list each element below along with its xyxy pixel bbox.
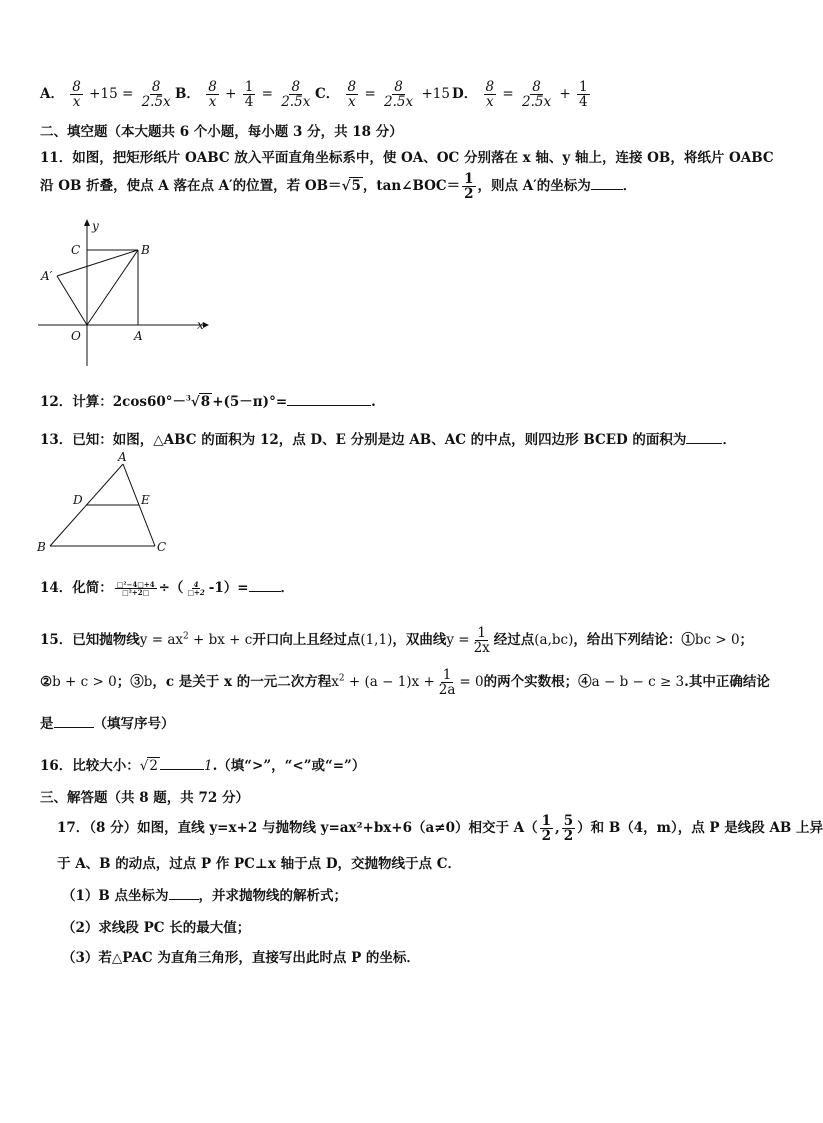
x-axis-arrow	[203, 322, 209, 328]
q15-line3: 是 （填写序号）	[40, 716, 175, 732]
label-c: C	[71, 243, 81, 257]
section-3-heading: 三、解答题（共 8 题，共 72 分）	[40, 790, 249, 806]
option-a-label: A．	[40, 86, 64, 103]
cbrt-sign: √	[190, 394, 200, 410]
q16: 16．比较大小：√2 1.（填“>”，“<”或“=”）	[40, 758, 366, 774]
q14-fraction-1: $\frac{\text{□²−4□+4}}{\text{□²+2□}}$	[116, 579, 155, 597]
q12: 12．计算：2cos60°－$^3$√8 +(5－π)°= .	[40, 393, 376, 410]
option-b-frac3: $\frac{1}{4}$	[244, 79, 254, 111]
q15-answer-blank[interactable]	[54, 715, 94, 728]
q17-fraction-1: $\frac{1}{2}$	[541, 813, 552, 845]
label-a: A	[134, 329, 143, 343]
q11-answer-blank[interactable]	[591, 177, 623, 190]
option-a-frac1: $\frac{8}{x}$	[72, 79, 81, 111]
q17-sub1: （1）B 点坐标为 ，并求抛物线的解析式；	[62, 888, 348, 904]
q17-fraction-2: $\frac{5}{2}$	[563, 813, 574, 845]
option-a-mid: +15 =	[89, 86, 134, 103]
q17-sub2: （2）求线段 PC 长的最大值；	[62, 920, 251, 936]
option-b-frac2: $\frac{8}{2.5x}$	[281, 79, 311, 111]
label-y: y	[92, 219, 99, 233]
label-c: C	[157, 540, 167, 554]
sqrt-sign: √	[341, 178, 351, 195]
label-e: E	[141, 493, 150, 507]
label-b: B	[37, 540, 46, 554]
q16-answer-blank[interactable]	[160, 757, 204, 770]
option-a	[40, 80, 175, 109]
q17-sub3: （3）若△PAC 为直角三角形，直接写出此时点 P 的坐标．	[62, 950, 420, 966]
option-b-label: B．	[175, 86, 200, 103]
option-d-label: D．	[452, 86, 478, 103]
q13-figure	[33, 448, 183, 558]
q11-line2: 沿 OB 折叠，使点 A 落在点 A′的位置，若 OB＝√5 ，tan∠BOC＝ $\frac{1}{2}$ ，则点 A′的坐标为 ．	[40, 171, 637, 203]
segment-a1b	[57, 250, 138, 276]
label-a: A	[118, 450, 127, 464]
option-c: C． $\frac{8}{x}$ = $\frac{8}{2.5x}$ +15	[315, 79, 450, 111]
q12-answer-blank[interactable]	[287, 393, 371, 406]
y-axis-arrow	[84, 219, 90, 226]
option-d-frac1: $\frac{8}{x}$	[485, 79, 495, 111]
option-b: B． $\frac{8}{x}$ + $\frac{1}{4}$ = $\frac{8}{2.5x}$	[175, 79, 311, 111]
option-c-label: C．	[315, 86, 340, 103]
q13-answer-blank[interactable]	[686, 431, 722, 444]
q15-line1: 15．已知抛物线$y = ax^2$ + bx + c开口向上且经过点(1,1)，双曲线y = $\frac{1}{2x}$ 经过点(a,bc)，给出下列结论：①bc > 0；	[40, 625, 754, 657]
q11-figure	[35, 218, 215, 368]
option-a-frac2: $\frac{8}{2.5x}$	[141, 79, 171, 111]
option-c-frac1: $\frac{8}{x}$	[347, 79, 357, 111]
q14-fraction-2: $\frac{4}{□+2}$	[187, 579, 205, 597]
q15-fraction-1: $\frac{1}{2x}$	[473, 625, 490, 657]
label-a-prime: A′	[41, 269, 53, 283]
option-d-frac2: $\frac{8}{2.5x}$	[522, 79, 552, 111]
q11-line1: 11．如图，把矩形纸片 OABC 放入平面直角坐标系中，使 OA、OC 分别落在 x 轴、y 轴上，连接 OB，将纸片 OABC	[40, 150, 774, 166]
q15-line2: ②b + c > 0；③b，c 是关于 x 的一元二次方程$x^2 + (a - 1)x$ + $\frac{1}{2a}$ = 0的两个实数根；④a − b − c ≥ 3.其中正确结论	[40, 667, 770, 699]
segment-ob	[87, 250, 138, 325]
q11-fraction: $\frac{1}{2}$	[464, 171, 474, 203]
q15-fraction-2: $\frac{1}{2a}$	[438, 667, 456, 699]
section-2-heading: 二、填空题（本大题共 6 个小题，每小题 3 分，共 18 分）	[40, 124, 403, 140]
label-x: x	[197, 318, 204, 332]
q14-answer-blank[interactable]	[249, 579, 281, 592]
q17-line1: 17．（8 分）如图，直线 y=x+2 与抛物线 y=ax²+bx+6（a≠0）相交于 A（ $\frac{1}{2}$ , $\frac{5}{2}$ ）和 B（4，m），点 P 是线段 AB 上异	[57, 813, 823, 845]
segment-a1o	[57, 276, 87, 325]
q17-line2: 于 A、B 的动点，过点 P 作 PC⊥x 轴于点 D，交抛物线于点 C．	[57, 856, 461, 872]
q13: 13．已知：如图，△ABC 的面积为 12，点 D、E 分别是边 AB、AC 的中点，则四边形 BCED 的面积为 ．	[40, 432, 736, 448]
label-b: B	[141, 243, 150, 257]
option-b-frac1: $\frac{8}{x}$	[208, 79, 217, 111]
q17-answer-blank[interactable]	[169, 887, 199, 900]
option-c-frac2: $\frac{8}{2.5x}$	[384, 79, 414, 111]
label-o: O	[71, 329, 81, 343]
q14: 14．化简： $\frac{\text{□²−4□+4}}{\text{□²+2□}}$ ÷（ $\frac{4}{□+2}$ -1）= ．	[40, 579, 295, 597]
option-d: D． $\frac{8}{x}$ = $\frac{8}{2.5x}$ + $\frac{1}{4}$	[452, 79, 588, 111]
label-d: D	[73, 493, 83, 507]
option-d-frac3: $\frac{1}{4}$	[579, 79, 588, 111]
